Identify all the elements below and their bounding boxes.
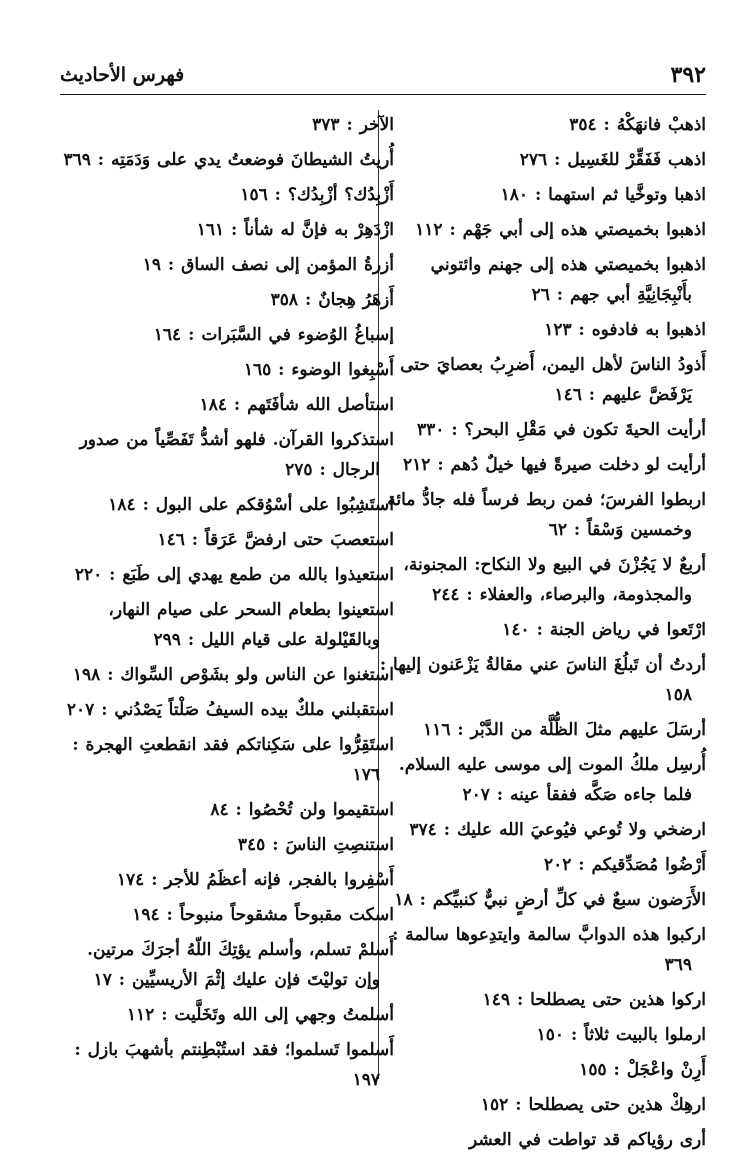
hadith-entry: ارضخي ولا تُوعي فيُوعيَ الله عليك : ٣٧٤: [409, 820, 706, 840]
page-header: [60, 58, 706, 92]
hadith-entry: الآخر : ٣٧٣: [312, 115, 394, 135]
hadith-entry: أُرسِل ملكُ الموت إلى موسى عليه السلام. فلما جاءه صَكَّه ففقأ عينه : ٢٠٧: [398, 755, 706, 805]
hadith-entry: اركوا هذين حتى يصطلحا : ١٤٩: [482, 990, 706, 1010]
hadith-entry: اذهبوا بخميصتي هذه إلى أبي جَهْم : ١١٢: [415, 220, 706, 240]
hadith-entry: أَسلموا تَسلموا؛ فقد استُبْطِنتم بأشهبَ بازل : ١٩٧: [74, 1040, 394, 1090]
hadith-entry: استَشِبُوا على أسْوُقكم على البول : ١٨٤: [108, 495, 394, 515]
hadith-entry: أسلمتُ وجهي إلى الله وتَخَلَّيت : ١١٢: [126, 1005, 394, 1025]
hadith-entry: أَزْبِدُك؟ أزْبِدُك؟ : ١٥٦: [240, 185, 394, 205]
hadith-entry: أُريتُ الشيطانَ فوضعتُ يدي على وَدَمَتِه : ٣٦٩: [63, 150, 394, 170]
hadith-entry: اذهبوا بخميصتي هذه إلى جهنم وائتوني بأَنْبِجَانِيَّةِ أبي جهم : ٢٦: [430, 255, 706, 305]
hadith-entry: اربطوا الفرسَ؛ فمن ربط فرساً فله جادُّ مائة وخمسين وَسْقاً : ٦٢: [387, 490, 706, 540]
hadith-entry: ارهِكْ هذين حتى يصطلحا : ١٥٢: [480, 1095, 706, 1115]
hadith-entry: استأصل الله شأفَتَهم : ١٨٤: [199, 395, 394, 415]
hadith-entry: ارْتَعوا في رياض الجنة : ١٤٠: [502, 620, 706, 640]
hadith-entry: أربعٌ لا يَجُزْنَ في البيع ولا النكاح: المجنونة، والمجذومة، والبرصاء، والعفلاء : ٢٤٤: [403, 555, 706, 605]
right-column: [370, 110, 706, 1160]
hadith-entry: أَزهَرُ هِجانٌ : ٣٥٨: [270, 290, 394, 310]
hadith-entry: استقبلني ملكٌ بيده السيفُ صَلْتاً يَصْدُني : ٢٠٧: [66, 700, 394, 720]
running-title: فهرس الأحاديث: [60, 64, 185, 86]
hadith-entry: ارملوا بالبيت ثلاثاً : ١٥٠: [536, 1025, 706, 1045]
hadith-entry: اذهبوا به فادفوه : ١٢٣: [544, 320, 706, 340]
page-number: ٣٩٢: [670, 62, 706, 88]
hadith-entry: اذهبْ فانهَكْهُ : ٣٥٤: [569, 115, 706, 135]
hadith-entry: استغنوا عن الناس ولو بشَوْص السِّواك : ١٩٨: [72, 665, 394, 685]
hadith-entry: أرى رؤياكم قد تواطت في العشر: [468, 1130, 706, 1150]
hadith-entry: الأَرَضون سبعٌ في كلِّ أرضٍ نبيٌّ كنبيِّكم : ١٨: [394, 890, 706, 910]
hadith-entry: اركبوا هذه الدوابَّ سالمة وايتدِعوها سالمة : ٣٦٩: [392, 925, 706, 975]
hadith-entry: أرسَلَ عليهم مثلَ الظُّلَّة من الدَّبْر : ١١٦: [423, 720, 706, 740]
hadith-entry: أزرةُ المؤمن إلى نصف الساق : ١٩: [142, 255, 394, 275]
hadith-entry: استعينوا بطعام السحر على صيام النهار، وبالقَيْلولة على قيام الليل : ٢٩٩: [108, 600, 394, 650]
hadith-entry: إسباغُ الوُضوء في السَّبَرات : ١٦٤: [153, 325, 394, 345]
hadith-entry: اذهب فَفَقِّرْ للغَسِيل : ٢٧٦: [519, 150, 706, 170]
hadith-entry: أرأيت الحيةَ تكون في مَقْلِ البحر؟ : ٣٣٠: [417, 420, 706, 440]
hadith-entry: استذكروا القرآن. فلهو أشدُّ تَفَصِّياً من صدور الرجال : ٢٧٥: [79, 430, 394, 480]
hadith-entry: أَسْبِغوا الوضوء : ١٦٥: [243, 360, 394, 380]
hadith-entry: استقيموا ولن تُحْصُوا : ٨٤: [210, 800, 394, 820]
hadith-entry: استعيذوا بالله من طمع يهدي إلى طَبَع : ٢٢٠: [74, 565, 394, 585]
hadith-entry: أَرِنْ واعْجَلْ : ١٥٥: [579, 1060, 706, 1080]
hadith-entry: اسكت مقبوحاً مشقوحاً منبوحاً : ١٩٤: [132, 905, 394, 925]
hadith-entry: ازْدَهِرْ به فإنَّ له شأناً : ١٦١: [196, 220, 394, 240]
hadith-entry: أرأيت لو دخلت صيرةً فيها خيلٌ دُهم : ٢١٢: [403, 455, 706, 475]
hadith-entry: أَذودُ الناسَ لأهل اليمن، أَضرِبُ بعصايَ حتى يَرْفَضَّ عليهم : ١٤٦: [400, 355, 706, 405]
hadith-entry: استنصِتِ الناسَ : ٣٤٥: [237, 835, 394, 855]
hadith-entry: استَقِرُّوا على سَكِناتكم فقد انقطعتِ الهجرة : ١٧٦: [72, 735, 394, 785]
left-column: [58, 110, 394, 1100]
hadith-entry: أَسلمْ تسلم، وأسلم يؤتِكَ اللّهُ أجرَكَ مرتين. وإن توليْتَ فإن عليك إثْمَ الأريسيِّين : ١٧: [87, 940, 394, 990]
hadith-entry: أَرْضُوا مُصَدِّقيكم : ٢٠٢: [543, 855, 706, 875]
hadith-entry: أردتُ أن تَبلُغَ الناسَ عني مقالةُ يَزْعَنون إليها : ١٥٨: [379, 655, 706, 705]
header-rule: [60, 94, 706, 95]
hadith-entry: اذهبا وتوخَّيا ثم استهما : ١٨٠: [500, 185, 706, 205]
hadith-entry: أَسْفِروا بالفجر، فإنه أعظَمُ للأجر : ١٧٤: [116, 870, 394, 890]
hadith-entry: استعصبَ حتى ارفضَّ عَرَقاً : ١٤٦: [157, 530, 394, 550]
